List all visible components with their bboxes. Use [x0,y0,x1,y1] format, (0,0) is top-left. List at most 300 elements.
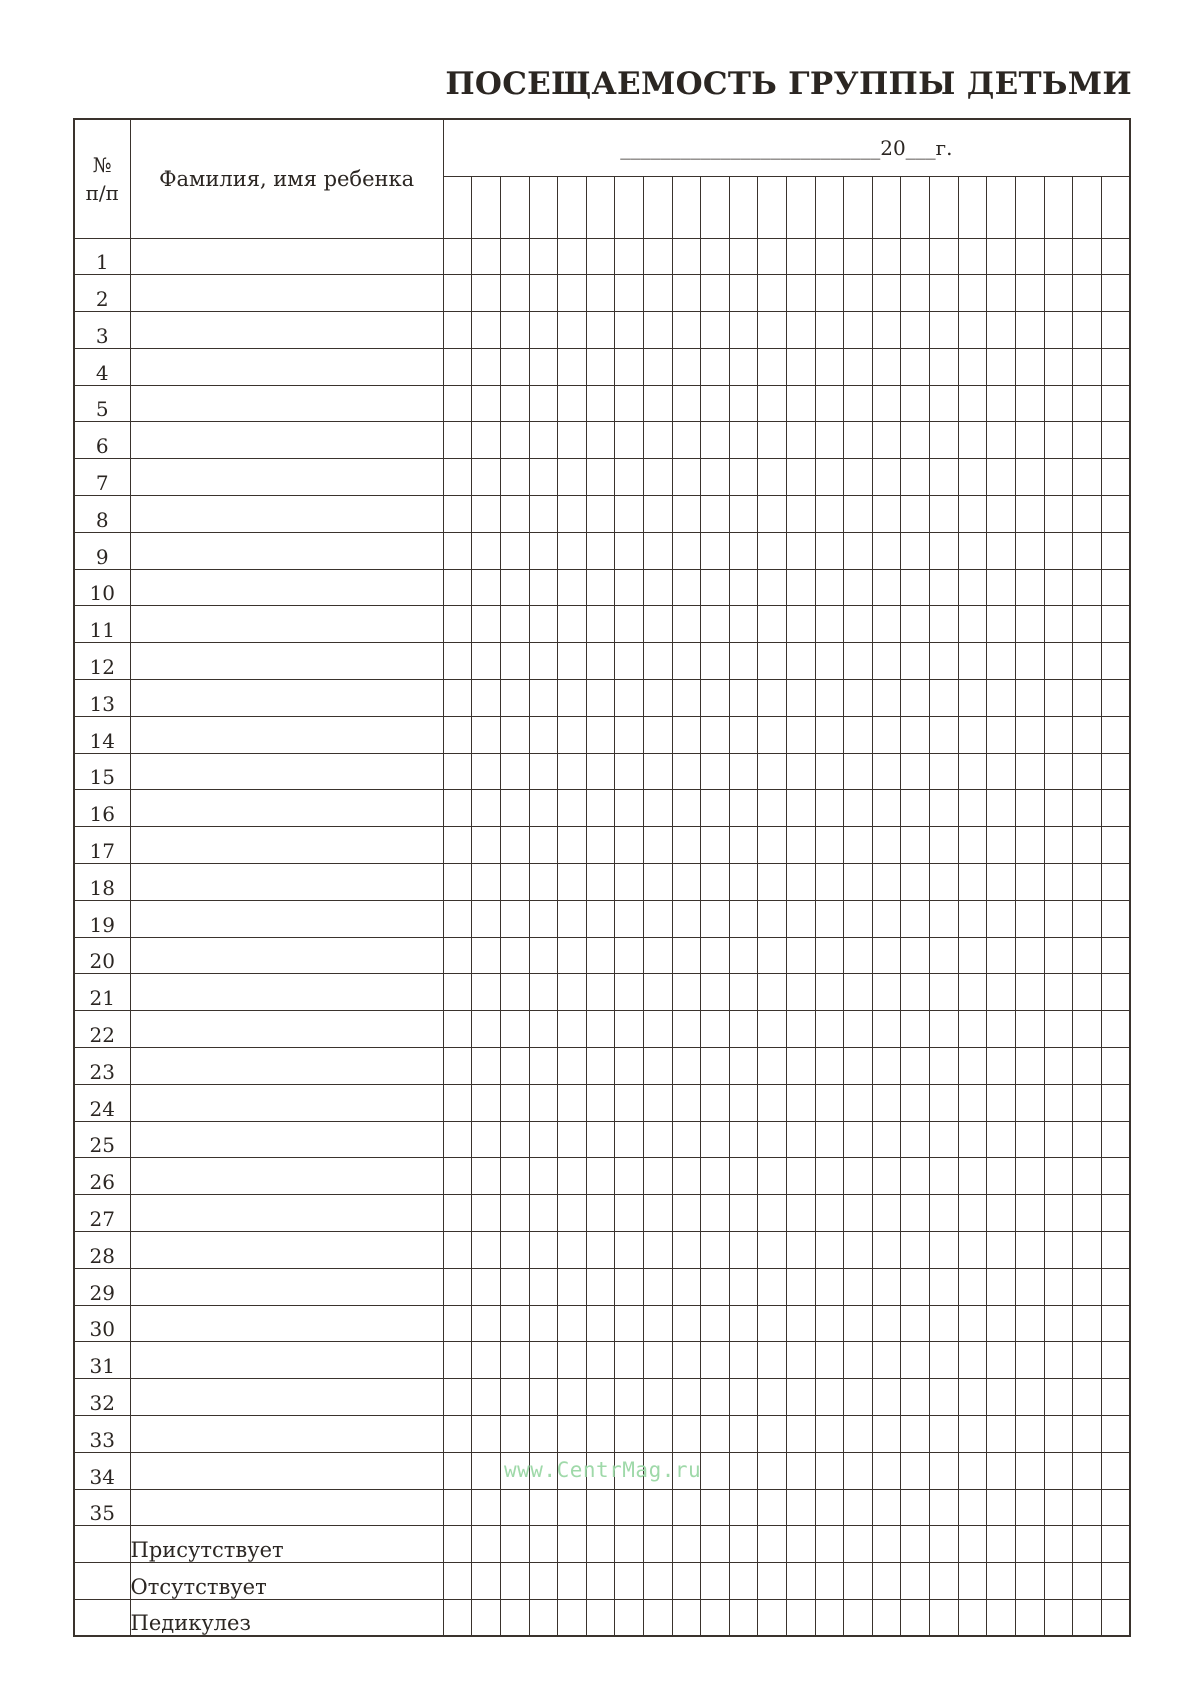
attendance-cell[interactable] [844,1121,873,1158]
day-header-cell[interactable] [500,176,529,238]
attendance-cell[interactable] [529,606,558,643]
attendance-cell[interactable] [1101,1232,1130,1269]
attendance-cell[interactable] [615,385,644,422]
child-name-cell[interactable] [130,753,443,790]
attendance-cell[interactable] [758,496,787,533]
summary-cell[interactable] [529,1526,558,1563]
summary-cell[interactable] [615,1526,644,1563]
attendance-cell[interactable] [758,1452,787,1489]
attendance-cell[interactable] [558,496,587,533]
attendance-cell[interactable] [672,1342,701,1379]
summary-cell[interactable] [958,1599,987,1636]
attendance-cell[interactable] [1073,1048,1102,1085]
attendance-cell[interactable] [500,312,529,349]
attendance-cell[interactable] [615,1084,644,1121]
attendance-cell[interactable] [1044,1379,1073,1416]
attendance-cell[interactable] [729,459,758,496]
attendance-cell[interactable] [615,1268,644,1305]
attendance-cell[interactable] [1015,1268,1044,1305]
attendance-cell[interactable] [1073,348,1102,385]
attendance-cell[interactable] [1015,864,1044,901]
attendance-cell[interactable] [758,348,787,385]
attendance-cell[interactable] [701,753,730,790]
attendance-cell[interactable] [1015,569,1044,606]
attendance-cell[interactable] [472,1084,501,1121]
attendance-cell[interactable] [987,348,1016,385]
attendance-cell[interactable] [615,348,644,385]
attendance-cell[interactable] [443,312,472,349]
attendance-cell[interactable] [930,716,959,753]
attendance-cell[interactable] [586,1084,615,1121]
attendance-cell[interactable] [472,900,501,937]
attendance-cell[interactable] [815,385,844,422]
attendance-cell[interactable] [701,1011,730,1048]
attendance-cell[interactable] [615,1158,644,1195]
attendance-cell[interactable] [729,275,758,312]
attendance-cell[interactable] [672,1268,701,1305]
child-name-cell[interactable] [130,1232,443,1269]
attendance-cell[interactable] [1044,900,1073,937]
summary-cell[interactable] [701,1526,730,1563]
summary-cell[interactable] [1101,1526,1130,1563]
summary-cell[interactable] [1073,1526,1102,1563]
attendance-cell[interactable] [443,385,472,422]
attendance-cell[interactable] [729,643,758,680]
attendance-cell[interactable] [1073,1158,1102,1195]
attendance-cell[interactable] [558,680,587,717]
attendance-cell[interactable] [443,1379,472,1416]
attendance-cell[interactable] [1044,606,1073,643]
attendance-cell[interactable] [701,680,730,717]
attendance-cell[interactable] [529,1268,558,1305]
attendance-cell[interactable] [958,1489,987,1526]
attendance-cell[interactable] [758,1379,787,1416]
attendance-cell[interactable] [987,312,1016,349]
summary-cell[interactable] [1101,1563,1130,1600]
attendance-cell[interactable] [500,496,529,533]
attendance-cell[interactable] [615,1048,644,1085]
attendance-cell[interactable] [443,1011,472,1048]
attendance-cell[interactable] [901,496,930,533]
attendance-cell[interactable] [586,937,615,974]
attendance-cell[interactable] [529,643,558,680]
attendance-cell[interactable] [872,753,901,790]
attendance-cell[interactable] [1073,680,1102,717]
attendance-cell[interactable] [930,790,959,827]
attendance-cell[interactable] [872,1158,901,1195]
attendance-cell[interactable] [672,1195,701,1232]
attendance-cell[interactable] [472,1489,501,1526]
attendance-cell[interactable] [758,606,787,643]
attendance-cell[interactable] [815,275,844,312]
attendance-cell[interactable] [1015,827,1044,864]
attendance-cell[interactable] [901,1342,930,1379]
attendance-cell[interactable] [558,937,587,974]
attendance-cell[interactable] [872,1379,901,1416]
summary-cell[interactable] [558,1526,587,1563]
attendance-cell[interactable] [1044,1268,1073,1305]
attendance-cell[interactable] [558,1379,587,1416]
day-header-cell[interactable] [987,176,1016,238]
attendance-cell[interactable] [872,900,901,937]
attendance-cell[interactable] [901,864,930,901]
day-header-cell[interactable] [1101,176,1130,238]
attendance-cell[interactable] [586,753,615,790]
attendance-cell[interactable] [615,974,644,1011]
attendance-cell[interactable] [672,1011,701,1048]
attendance-cell[interactable] [987,937,1016,974]
attendance-cell[interactable] [472,532,501,569]
attendance-cell[interactable] [615,312,644,349]
attendance-cell[interactable] [1101,1416,1130,1453]
attendance-cell[interactable] [844,1232,873,1269]
attendance-cell[interactable] [930,1195,959,1232]
attendance-cell[interactable] [672,496,701,533]
attendance-cell[interactable] [901,238,930,275]
attendance-cell[interactable] [872,496,901,533]
attendance-cell[interactable] [958,1011,987,1048]
attendance-cell[interactable] [500,1011,529,1048]
attendance-cell[interactable] [1015,606,1044,643]
attendance-cell[interactable] [672,1305,701,1342]
attendance-cell[interactable] [472,1452,501,1489]
attendance-cell[interactable] [901,1048,930,1085]
attendance-cell[interactable] [443,680,472,717]
attendance-cell[interactable] [529,753,558,790]
attendance-cell[interactable] [472,974,501,1011]
attendance-cell[interactable] [987,643,1016,680]
attendance-cell[interactable] [672,1489,701,1526]
attendance-cell[interactable] [586,1305,615,1342]
day-header-cell[interactable] [443,176,472,238]
attendance-cell[interactable] [1073,275,1102,312]
attendance-cell[interactable] [815,348,844,385]
attendance-cell[interactable] [644,1416,673,1453]
attendance-cell[interactable] [472,496,501,533]
attendance-cell[interactable] [872,643,901,680]
attendance-cell[interactable] [1073,900,1102,937]
attendance-cell[interactable] [558,1416,587,1453]
attendance-cell[interactable] [987,753,1016,790]
attendance-cell[interactable] [1101,753,1130,790]
attendance-cell[interactable] [901,422,930,459]
attendance-cell[interactable] [558,864,587,901]
attendance-cell[interactable] [672,569,701,606]
attendance-cell[interactable] [872,569,901,606]
attendance-cell[interactable] [443,827,472,864]
attendance-cell[interactable] [729,569,758,606]
attendance-cell[interactable] [529,1084,558,1121]
attendance-cell[interactable] [1101,532,1130,569]
attendance-cell[interactable] [729,532,758,569]
attendance-cell[interactable] [1015,1048,1044,1085]
attendance-cell[interactable] [701,1452,730,1489]
summary-cell[interactable] [443,1563,472,1600]
attendance-cell[interactable] [1101,643,1130,680]
attendance-cell[interactable] [815,496,844,533]
attendance-cell[interactable] [958,1121,987,1158]
attendance-cell[interactable] [729,1416,758,1453]
attendance-cell[interactable] [529,1342,558,1379]
attendance-cell[interactable] [901,937,930,974]
attendance-cell[interactable] [872,790,901,827]
attendance-cell[interactable] [586,1011,615,1048]
attendance-cell[interactable] [644,1232,673,1269]
summary-cell[interactable] [1101,1599,1130,1636]
attendance-cell[interactable] [1015,1084,1044,1121]
attendance-cell[interactable] [872,937,901,974]
attendance-cell[interactable] [787,1011,816,1048]
attendance-cell[interactable] [701,348,730,385]
attendance-cell[interactable] [1073,1084,1102,1121]
summary-cell[interactable] [644,1526,673,1563]
attendance-cell[interactable] [758,275,787,312]
attendance-cell[interactable] [644,385,673,422]
attendance-cell[interactable] [529,900,558,937]
attendance-cell[interactable] [1101,790,1130,827]
attendance-cell[interactable] [1044,275,1073,312]
attendance-cell[interactable] [901,1305,930,1342]
attendance-cell[interactable] [901,680,930,717]
summary-cell[interactable] [987,1599,1016,1636]
attendance-cell[interactable] [787,348,816,385]
attendance-cell[interactable] [901,1121,930,1158]
attendance-cell[interactable] [443,643,472,680]
attendance-cell[interactable] [672,532,701,569]
attendance-cell[interactable] [901,275,930,312]
summary-cell[interactable] [930,1526,959,1563]
summary-cell[interactable] [558,1563,587,1600]
summary-cell[interactable] [729,1526,758,1563]
day-header-cell[interactable] [930,176,959,238]
attendance-cell[interactable] [987,1232,1016,1269]
attendance-cell[interactable] [672,459,701,496]
attendance-cell[interactable] [529,496,558,533]
attendance-cell[interactable] [500,1048,529,1085]
attendance-cell[interactable] [930,606,959,643]
attendance-cell[interactable] [844,348,873,385]
attendance-cell[interactable] [1073,1489,1102,1526]
attendance-cell[interactable] [529,422,558,459]
attendance-cell[interactable] [844,1305,873,1342]
attendance-cell[interactable] [872,348,901,385]
summary-cell[interactable] [844,1599,873,1636]
attendance-cell[interactable] [1044,312,1073,349]
attendance-cell[interactable] [815,1305,844,1342]
summary-cell[interactable] [1044,1526,1073,1563]
attendance-cell[interactable] [758,569,787,606]
attendance-cell[interactable] [701,974,730,1011]
attendance-cell[interactable] [872,238,901,275]
attendance-cell[interactable] [1015,348,1044,385]
attendance-cell[interactable] [1015,1195,1044,1232]
attendance-cell[interactable] [872,716,901,753]
attendance-cell[interactable] [1015,643,1044,680]
attendance-cell[interactable] [472,937,501,974]
attendance-cell[interactable] [1101,1158,1130,1195]
attendance-cell[interactable] [872,1011,901,1048]
attendance-cell[interactable] [872,1416,901,1453]
attendance-cell[interactable] [987,1268,1016,1305]
attendance-cell[interactable] [958,569,987,606]
attendance-cell[interactable] [644,238,673,275]
attendance-cell[interactable] [586,1416,615,1453]
summary-cell[interactable] [844,1563,873,1600]
attendance-cell[interactable] [615,900,644,937]
summary-cell[interactable] [787,1526,816,1563]
attendance-cell[interactable] [1044,1489,1073,1526]
attendance-cell[interactable] [787,1232,816,1269]
attendance-cell[interactable] [586,1379,615,1416]
attendance-cell[interactable] [529,238,558,275]
child-name-cell[interactable] [130,385,443,422]
attendance-cell[interactable] [958,790,987,827]
attendance-cell[interactable] [529,1158,558,1195]
attendance-cell[interactable] [1073,1305,1102,1342]
attendance-cell[interactable] [987,238,1016,275]
attendance-cell[interactable] [701,496,730,533]
attendance-cell[interactable] [815,238,844,275]
attendance-cell[interactable] [500,716,529,753]
child-name-cell[interactable] [130,275,443,312]
attendance-cell[interactable] [1073,1195,1102,1232]
attendance-cell[interactable] [787,459,816,496]
attendance-cell[interactable] [1073,1268,1102,1305]
attendance-cell[interactable] [1101,422,1130,459]
attendance-cell[interactable] [815,753,844,790]
attendance-cell[interactable] [758,459,787,496]
attendance-cell[interactable] [958,900,987,937]
attendance-cell[interactable] [529,569,558,606]
day-header-cell[interactable] [472,176,501,238]
summary-cell[interactable] [615,1563,644,1600]
attendance-cell[interactable] [1015,753,1044,790]
day-header-cell[interactable] [701,176,730,238]
attendance-cell[interactable] [500,1342,529,1379]
attendance-cell[interactable] [615,716,644,753]
attendance-cell[interactable] [443,569,472,606]
attendance-cell[interactable] [1044,1342,1073,1379]
attendance-cell[interactable] [872,1305,901,1342]
attendance-cell[interactable] [615,459,644,496]
attendance-cell[interactable] [815,1158,844,1195]
attendance-cell[interactable] [758,1195,787,1232]
date-header[interactable]: __________________________20___г. [443,119,1130,176]
attendance-cell[interactable] [500,864,529,901]
attendance-cell[interactable] [1101,1452,1130,1489]
attendance-cell[interactable] [815,312,844,349]
summary-cell[interactable] [901,1563,930,1600]
attendance-cell[interactable] [472,1121,501,1158]
attendance-cell[interactable] [672,1084,701,1121]
attendance-cell[interactable] [558,385,587,422]
attendance-cell[interactable] [815,569,844,606]
attendance-cell[interactable] [1044,827,1073,864]
attendance-cell[interactable] [500,1195,529,1232]
attendance-cell[interactable] [815,606,844,643]
attendance-cell[interactable] [958,864,987,901]
attendance-cell[interactable] [958,496,987,533]
attendance-cell[interactable] [930,1452,959,1489]
attendance-cell[interactable] [815,1416,844,1453]
attendance-cell[interactable] [872,532,901,569]
attendance-cell[interactable] [844,643,873,680]
attendance-cell[interactable] [529,1011,558,1048]
attendance-cell[interactable] [443,1048,472,1085]
attendance-cell[interactable] [443,459,472,496]
attendance-cell[interactable] [1044,1048,1073,1085]
attendance-cell[interactable] [958,459,987,496]
summary-cell[interactable] [729,1599,758,1636]
attendance-cell[interactable] [672,1048,701,1085]
summary-cell[interactable] [758,1526,787,1563]
attendance-cell[interactable] [729,1084,758,1121]
attendance-cell[interactable] [500,790,529,827]
attendance-cell[interactable] [1015,790,1044,827]
attendance-cell[interactable] [615,643,644,680]
attendance-cell[interactable] [558,1305,587,1342]
attendance-cell[interactable] [729,900,758,937]
attendance-cell[interactable] [672,716,701,753]
attendance-cell[interactable] [529,1379,558,1416]
attendance-cell[interactable] [443,532,472,569]
attendance-cell[interactable] [558,1158,587,1195]
attendance-cell[interactable] [787,1084,816,1121]
attendance-cell[interactable] [558,275,587,312]
attendance-cell[interactable] [1015,1232,1044,1269]
attendance-cell[interactable] [615,680,644,717]
summary-cell[interactable] [844,1526,873,1563]
attendance-cell[interactable] [987,459,1016,496]
attendance-cell[interactable] [500,385,529,422]
attendance-cell[interactable] [615,1489,644,1526]
day-header-cell[interactable] [758,176,787,238]
attendance-cell[interactable] [1101,606,1130,643]
attendance-cell[interactable] [872,1342,901,1379]
attendance-cell[interactable] [701,900,730,937]
attendance-cell[interactable] [901,312,930,349]
attendance-cell[interactable] [815,1342,844,1379]
attendance-cell[interactable] [815,1195,844,1232]
attendance-cell[interactable] [787,1121,816,1158]
attendance-cell[interactable] [472,348,501,385]
attendance-cell[interactable] [1101,1489,1130,1526]
attendance-cell[interactable] [701,422,730,459]
attendance-cell[interactable] [586,238,615,275]
attendance-cell[interactable] [644,827,673,864]
child-name-cell[interactable] [130,1158,443,1195]
attendance-cell[interactable] [672,974,701,1011]
attendance-cell[interactable] [443,1305,472,1342]
attendance-cell[interactable] [1015,238,1044,275]
attendance-cell[interactable] [644,1305,673,1342]
attendance-cell[interactable] [1044,1232,1073,1269]
attendance-cell[interactable] [729,1268,758,1305]
attendance-cell[interactable] [958,643,987,680]
summary-cell[interactable] [500,1563,529,1600]
attendance-cell[interactable] [586,385,615,422]
attendance-cell[interactable] [787,1416,816,1453]
summary-cell[interactable] [644,1599,673,1636]
attendance-cell[interactable] [529,1232,558,1269]
summary-cell[interactable] [958,1526,987,1563]
attendance-cell[interactable] [787,385,816,422]
attendance-cell[interactable] [701,1342,730,1379]
attendance-cell[interactable] [472,312,501,349]
attendance-cell[interactable] [500,348,529,385]
attendance-cell[interactable] [815,459,844,496]
attendance-cell[interactable] [987,1342,1016,1379]
